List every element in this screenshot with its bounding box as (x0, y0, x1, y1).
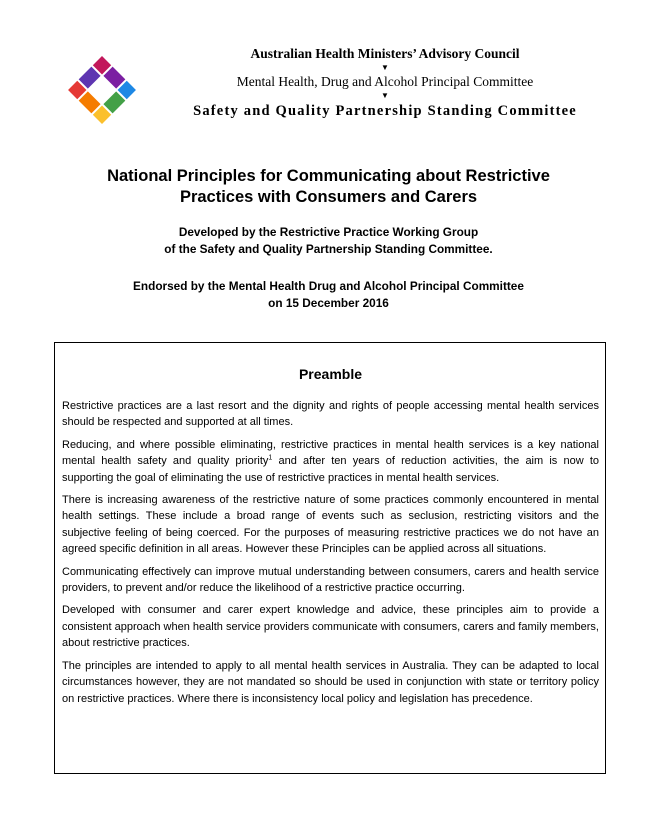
document-title-line: National Principles for Communicating about Restrictive (107, 167, 550, 185)
document-title-line: Practices with Consumers and Carers (179, 188, 478, 206)
logo-tile (79, 91, 101, 113)
preamble-paragraph: Restrictive practices are a last resort and the dignity and rights of people accessing mental health services should be respected and supported at all times. (62, 400, 599, 429)
preamble-text: and after ten years of reduction activities, the aim is now to supporting the goal of eliminating the use of restrictive practices in mental health services. (62, 455, 600, 484)
hierarchy-arrow-icon: ▼ (381, 91, 389, 100)
logo-tile (79, 67, 101, 89)
preamble-text: Reducing, and where possible eliminating, restrictive practices in mental health services is a key national mental health safety and quality priority (62, 438, 599, 468)
committee-top: Australian Health Ministers’ Advisory Council (250, 46, 520, 61)
developed-by-line: Developed by the Restrictive Practice Working Group (178, 225, 479, 239)
preamble-heading: Preamble (298, 366, 363, 382)
endorsed-by-line: Endorsed by the Mental Health Drug and Alcohol Principal Committee (133, 279, 524, 293)
document-title (60, 166, 597, 208)
diamond-mosaic-logo-icon (67, 55, 137, 125)
committee-hierarchy (165, 46, 605, 120)
footnote-marker[interactable]: 1 (268, 454, 273, 462)
logo-tile (103, 91, 125, 113)
logo-tile (103, 67, 125, 89)
endorsed-by-line: on 15 December 2016 (268, 296, 389, 310)
preamble-paragraph: There is increasing awareness of the restrictive nature of some practices commonly encountered in mental health settings. These include a broad range of events such as seclusion, restricting visitors and the subjective feeling of being coerced. For the purposes of measuring restrictive practices we do not have an agreed specific definition in all areas. However these Principles can be applied across all situations. (62, 494, 599, 556)
preamble-paragraph: Developed with consumer and carer expert knowledge and advice, these principles aim to provide a consistent approach when health service providers communicate with consumers, carers and family members, about restrictive practices. (62, 604, 599, 650)
preamble-paragraph: Communicating effectively can improve mutual understanding between consumers, carers and health service providers, to prevent and/or reduce the likelihood of a restrictive practice occurring. (62, 565, 599, 595)
developed-by-line: of the Safety and Quality Partnership Standing Committee. (164, 242, 493, 256)
committee-middle: Mental Health, Drug and Alcohol Principal Committee (236, 74, 534, 89)
developed-by (60, 224, 597, 258)
endorsed-by (60, 278, 597, 312)
hierarchy-arrow-icon: ▼ (381, 63, 389, 72)
preamble-box (54, 342, 606, 774)
committee-bottom: Safety and Quality Partnership Standing Committee (193, 103, 577, 119)
preamble-paragraph (62, 437, 599, 486)
preamble-paragraph: The principles are intended to apply to all mental health services in Australia. They can be adapted to local circumstances however, they are not mandated so should be used in conjunction with state or territory policy on restrictive practices. Where there is inconsistency local policy and legislation has precedence. (62, 659, 599, 705)
